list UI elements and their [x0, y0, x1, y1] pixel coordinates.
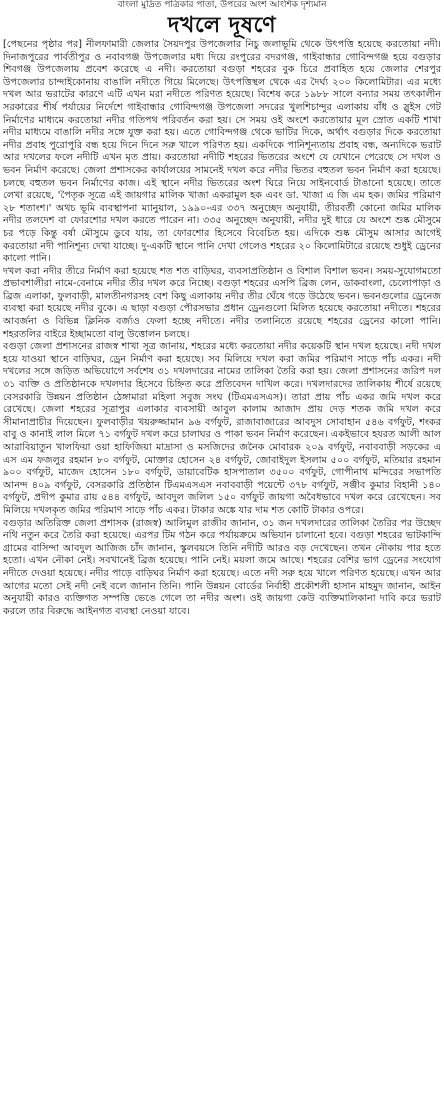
article-headline: দখলে দূষণে: [167, 12, 277, 38]
article-paragraph: দখল করা নদীর তীরে নির্মাণ করা হয়েছে শত শত বাড়িঘর, ব্যবসাপ্রতিষ্ঠান ও বিশাল বিশাল ভবন। সময়-সুযোগমতো প্রভাবশালীরা নামে-বেনামে নদীর তীর দখল করে নিচ্ছে। বগুড়া শহরের এসপি ব্রিজ লেন, ডাকবাংলা, চেলোপাড়া ও ব্রিজ এলাকা, ফুলবাড়ী, মালতীনগরসহ বেশ কিছু এলাকায় নদীর তীর ঘেঁষে গড়ে উঠেছে ভবন। ভবনগুলোর ড্রেনেজ ব্যবস্থা করা হয়েছে নদীর বুকে। এ ছাড়া বগুড়া পৌরসভার প্রধান ড্রেনগুলো মিলিত হয়েছে করতোয়া নদীতে। শহরের আবর্জনা ও বিভিন্ন ক্লিনিক বর্জ্যও ফেলা হচ্ছে নদীতে। নদীর তলানিতে রয়েছে শহরের ড্রেনের কালো পানি। শহরতলির বাইরে ইচ্ছামতো বালু উত্তোলন চলছে।: [3, 265, 441, 340]
article-paragraph: [পেছনের পৃষ্ঠার পর] নীলফামারী জেলার সৈয়দপুর উপজেলার নিচু জলাভূমি থেকে উৎপত্তি হয়েছে করতোয়া নদী। দিনাজপুরের পার্বতীপুর ও নবাবগঞ্জ উপজেলার মধ্য দিয়ে রংপুরের বদরগঞ্জ, গাইবান্ধার গোবিন্দগঞ্জ হয়ে বগুড়ার শিবগঞ্জ উপজেলায় প্রবেশ করেছে এ নদী। করতোয়া বগুড়া শহরের বুক চিরে প্রবাহিত হয়ে জেলার শেরপুর উপজেলার চান্দাইকোনায় বাঙালি নদীতে গিয়ে মিলেছে। উৎপত্তিস্থল থেকে এর দৈর্ঘ্য ২০০ কিলোমিটার। এর মধ্যে দখল আর ভরাটের কারণে এটি এখন মরা নদীতে পরিণত হয়েছে। বিশেষ করে ১৯৮৮ সালে বন্যার সময় তৎকালীন সরকারের শীর্ষ পর্যায়ের নির্দেশে গাইবান্ধার গোবিন্দগঞ্জ উপজেলা সদরের খুলশিচান্দুর এলাকায় বাঁধ ও স্লুইস গেট নির্মাণের মাধ্যমে করতোয়া নদীর গতিপথ পরিবর্তন করা হয়। সে সময় ওই অংশে করতোয়ার মূল স্রোত একটি শাখা নদীর মাধ্যমে বাঙালি নদীর সঙ্গে যুক্ত করা হয়। এতে গোবিন্দগঞ্জ থেকে ভাটির দিকে, অর্থাৎ বগুড়ার দিকে করতোয়া নদীর প্রবাহ পুরোপুরি বন্ধ হয়ে দিনে দিনে সরু খালে পরিণত হয়। একদিকে পানিশূন্যতায় প্রবাহ বন্ধ, অন্যদিকে ভরাট আর দখলের ফলে নদীটি এখন মৃত প্রায়। করতোয়া নদীটি শহরের ভিতরের অংশে যে যেখানে পেরেছে সে দখল ও ভবন নির্মাণ করেছে। জেলা প্রশাসকের কার্যালয়ের সামনেই দখল করে নদীর ভিতর বহুতল ভবন নির্মাণ করা হয়েছে। চলছে বহুতল ভবন নির্মাণের কাজ। এই স্থানে নদীর ভিতরের অংশ ঘিরে নিয়ে সাইনবোর্ড টাঙানো হয়েছে। তাতে লেখা রয়েছে, 'পৈতৃক সূত্রে এই জায়গার মালিক খাজা একরামুল হক এবং ডা. খাজা এ জি এম হক। জমির পরিমাণ ২৮ শতাংশ।' অথচ ভূমি ব্যবস্থাপনা ম্যানুয়াল, ১৯৯০-এর ৩৩৭ অনুচ্ছেদ অনুযায়ী, তীরবর্তী কোনো জমির মালিক নদীর তলদেশ বা ফোরশোর দখল করতে পারেন না। ৩৩৫ অনুচ্ছেদ অনুযায়ী, নদীর দুই ধারে যে অংশে শুষ্ক মৌসুমে চর পড়ে কিন্তু বর্ষা মৌসুমে ডুবে যায়, তা ফোরশোর হিসেবে বিবেচিত হয়। এদিকে শুষ্ক মৌসুম আসার আগেই করতোয়া নদী পানিশূন্য দেখা যাচ্ছে। দু-একটি স্থানে পানি দেখা গেলেও শহরের ২০ কিলোমিটারে রয়েছে শুধুই ড্রেনের কালো পানি।: [3, 39, 441, 265]
article-paragraph: বগুড়া জেলা প্রশাসনের রাজস্ব শাখা সূত্র জানায়, শহরের মধ্যে করতোয়া নদীর কয়েকটি স্থান দখল হয়েছে। নদী দখল হয়ে যাওয়া স্থানে বাড়িঘর, ড্রেন নির্মাণ করা হয়েছে। সব মিলিয়ে দখল করা জমির পরিমাণ সাড়ে পাঁচ একর। নদী দখলের সঙ্গে জড়িত অভিযোগে সর্বশেষ ৩১ দখলদারের নামের তালিকা তৈরি করা হয়। জেলা প্রশাসনের জরিপ দল ৩১ ব্যক্তি ও প্রতিষ্ঠানকে দখলদার হিসেবে চিহ্নিত করে প্রতিবেদন দাখিল করে। দখলদারদের তালিকায় শীর্ষে রয়েছে বেসরকারি উন্নয়ন প্রতিষ্ঠান ঠেঙ্গামারা মহিলা সবুজ সংঘ (টিএমএসএস)। তারা প্রায় পাঁচ একর জমি দখল করে রেখেছে। জেলা শহরের সূত্রাপুর এলাকার ব্যবসায়ী আবুল কালাম আজাদ প্রায় দেড় শতক জমি দখল করে সীমানাপ্রাচীর দিয়েছেন। ফুলবাড়ীর খয়রুজ্জামান ৯৬ বর্গফুট, রাজাবাজারের আবদুস সোবাহান ৫৪৬ বর্গফুট, শংকর বাবু ও কানাই লাল মিলে ৭১ বর্গফুট দখল করে চালাঘর ও পাকা ভবন নির্মাণ করেছেন। একইভাবে হযরত আলী আল আরাবিয়াতুন খালফিয়া ওয়া হাফিজিয়া মাদ্রাসা ও মসজিদের জনৈক মোবারক ২০৯ বর্গফুট, নবাববাড়ী সড়কের এ এস এম ফজলুর রহমান ৮০ বর্গফুট, মোক্তার হোসেন ২৪ বর্গফুট, জোবাইদুল ইসলাম ৫০০ বর্গফুট, মতিয়ার রহমান ৯০০ বর্গফুট, মাজেদ হোসেন ১৮০ বর্গফুট, ডায়াবেটিক হাসপাতাল ৩৫০০ বর্গফুট, গোপীনাথ মন্দিরের সভাপতি আনন্দ ৪০৯ বর্গফুট, বেসরকারি প্রতিষ্ঠান টিএমএসএস নবাববাড়ী পয়েন্টে ৩৭৮ বর্গফুট, সঞ্জীব কুমার বিহানী ১৪০ বর্গফুট, প্রদীপ কুমার রায় ৫৪৪ বর্গফুট, আবদুল জলিল ১৫০ বর্গফুট জায়গা অবৈধভাবে দখল করে রেখেছেন। সব মিলিয়ে দখলকৃত জমির পরিমাণ সাড়ে পাঁচ একর। টাকার অঙ্কে যার দাম শত কোটি টাকার ওপরে।: [3, 341, 441, 516]
cropped-top-line: বাংলা মুদ্রিত পত্রিকার পাতা, উপরের অংশ আংশিক দৃশ্যমান: [117, 0, 327, 10]
article-paragraph: বগুড়ার অতিরিক্ত জেলা প্রশাসক (রাজস্ব) আলিমুল রাজীব জানান, ৩১ জন দখলদারের তালিকা তৈরির পর উচ্ছেদ নথি নতুন করে তৈরি করা হয়েছে। এরপর টিম গঠন করে পর্যায়ক্রমে অভিযান চালানো হবে। বগুড়া শহরের ভাটকান্দি গ্রামের বাসিন্দা আবদুল আজিজ চাঁদ জানান, স্কুলবয়সে তিনি নদীটি আরও বড় দেখেছেন। তখন নৌকায় পার হতে হতো। এখন নৌকা নেই। সবখানেই ব্রিজ হয়েছে। পানি নেই। ময়লা জমে আছে। শহরের বেশির ভাগ ড্রেনের সংযোগ নদীতে দেওয়া হয়েছে। নদীর পাড়ে বাড়িঘর নির্মাণ করা হয়েছে। এতে নদী সরু হয়ে খালে পরিণত হয়েছে। এখন আর আগের মতো সেই নদী নেই বলে জানান তিনি। পানি উন্নয়ন বোর্ডের নির্বাহী প্রকৌশলী হাসান মাহমুদ জানান, আইন অনুযায়ী কারও ব্যক্তিগত সম্পত্তি ভেঙে গেলে তা নদীর অংশ। ওই জায়গা কেউ ব্যক্তিমালিকানা দাবি করে ভরাট করলে তার বিরুদ্ধে আইনগত ব্যবস্থা নেওয়া যাবে।: [3, 517, 441, 617]
article-body: [3, 39, 441, 618]
